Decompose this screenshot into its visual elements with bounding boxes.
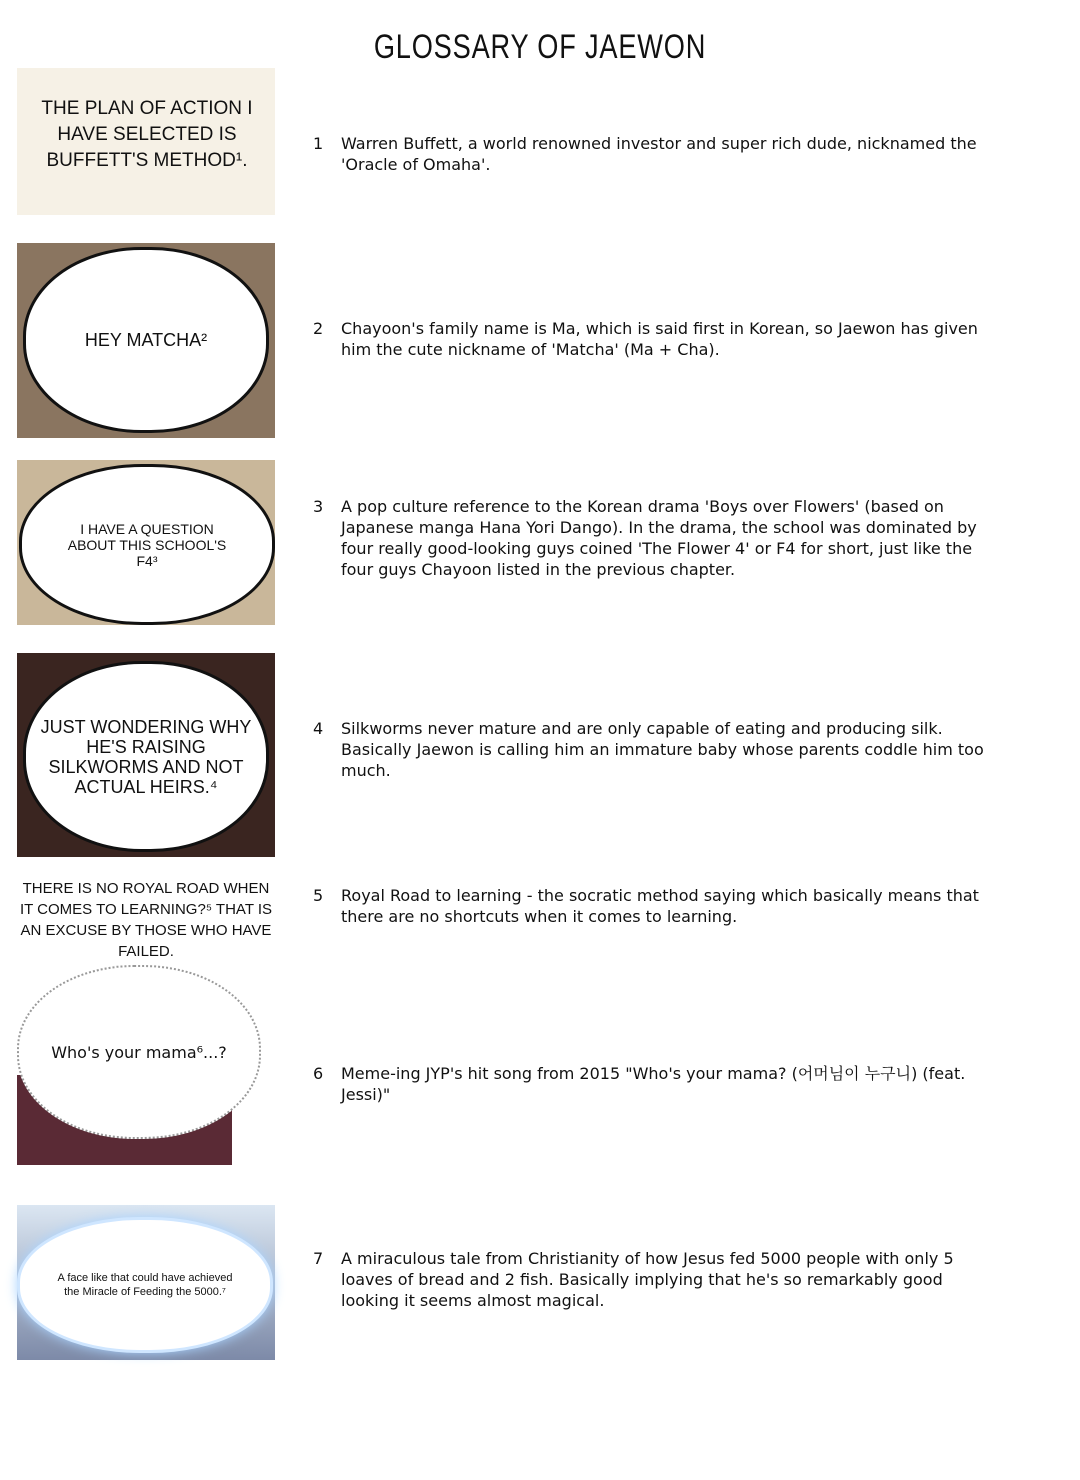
panel-1: [17, 68, 275, 215]
note-number: 4: [313, 719, 324, 738]
note-text: A pop culture reference to the Korean drama 'Boys over Flowers' (based on Japanese manga Hana Yori Dango). In the drama, the school was dominated by four really good-looking guys coined 'The Flower 4' or F4 for short, just like the four guys Chayoon listed in the previous chapter.: [341, 497, 977, 579]
note-number: 5: [313, 886, 324, 905]
note-6: [313, 1063, 993, 1105]
note-text: Warren Buffett, a world renowned investor and super rich dude, nicknamed the 'Oracle of Omaha'.: [341, 134, 977, 174]
note-7: [313, 1248, 993, 1311]
note-number: 7: [313, 1249, 324, 1268]
panel-text-4: JUST WONDERING WHY HE'S RAISING SILKWORMS AND NOT ACTUAL HEIRS.⁴: [40, 716, 252, 797]
note-text: Silkworms never mature and are only capable of eating and producing silk. Basically Jaewon is calling him an immature baby whose parents coddle him too much.: [341, 719, 984, 780]
note-number: 1: [313, 134, 324, 153]
note-1: [313, 133, 993, 175]
note-text: Chayoon's family name is Ma, which is said first in Korean, so Jaewon has given him the cute nickname of 'Matcha' (Ma + Cha).: [341, 319, 978, 359]
panel-4: [17, 653, 275, 857]
note-number: 6: [313, 1064, 324, 1083]
panel-text-3: I HAVE A QUESTION ABOUT THIS SCHOOL'S F4³: [67, 520, 227, 569]
note-3: [313, 496, 993, 580]
panel-7: [17, 1205, 275, 1360]
note-number: 2: [313, 319, 324, 338]
note-text: Royal Road to learning - the socratic method saying which basically means that there are no shortcuts when it comes to learning.: [341, 886, 979, 926]
panel-text-6: Who's your mama⁶...?: [51, 1042, 227, 1062]
note-5: [313, 885, 993, 927]
panel-5: [17, 878, 275, 960]
panel-6: [17, 965, 275, 1165]
panel-3: [17, 460, 275, 625]
panel-text-7: A face like that could have achieved the Miracle of Feeding the 5000.⁷: [57, 1272, 233, 1298]
note-2: [313, 318, 993, 360]
page-title: GLOSSARY OF JAEWON: [373, 28, 707, 66]
note-number: 3: [313, 497, 324, 516]
panel-2: [17, 243, 275, 438]
note-text: A miraculous tale from Christianity of how Jesus fed 5000 people with only 5 loaves of bread and 2 fish. Basically implying that he's so remarkably good looking it seems almost magical.: [341, 1249, 954, 1310]
panel-text-1: THE PLAN OF ACTION I HAVE SELECTED IS BUFFETT'S METHOD¹.: [41, 98, 253, 171]
panel-text-5: THERE IS NO ROYAL ROAD WHEN IT COMES TO LEARNING?⁵ THAT IS AN EXCUSE BY THOSE WHO HAVE FAILED.: [19, 880, 273, 960]
note-text: Meme-ing JYP's hit song from 2015 "Who's your mama? (어머님이 누구니) (feat. Jessi)": [341, 1064, 966, 1104]
panel-text-2: HEY MATCHA²: [84, 329, 208, 350]
note-4: [313, 718, 993, 781]
